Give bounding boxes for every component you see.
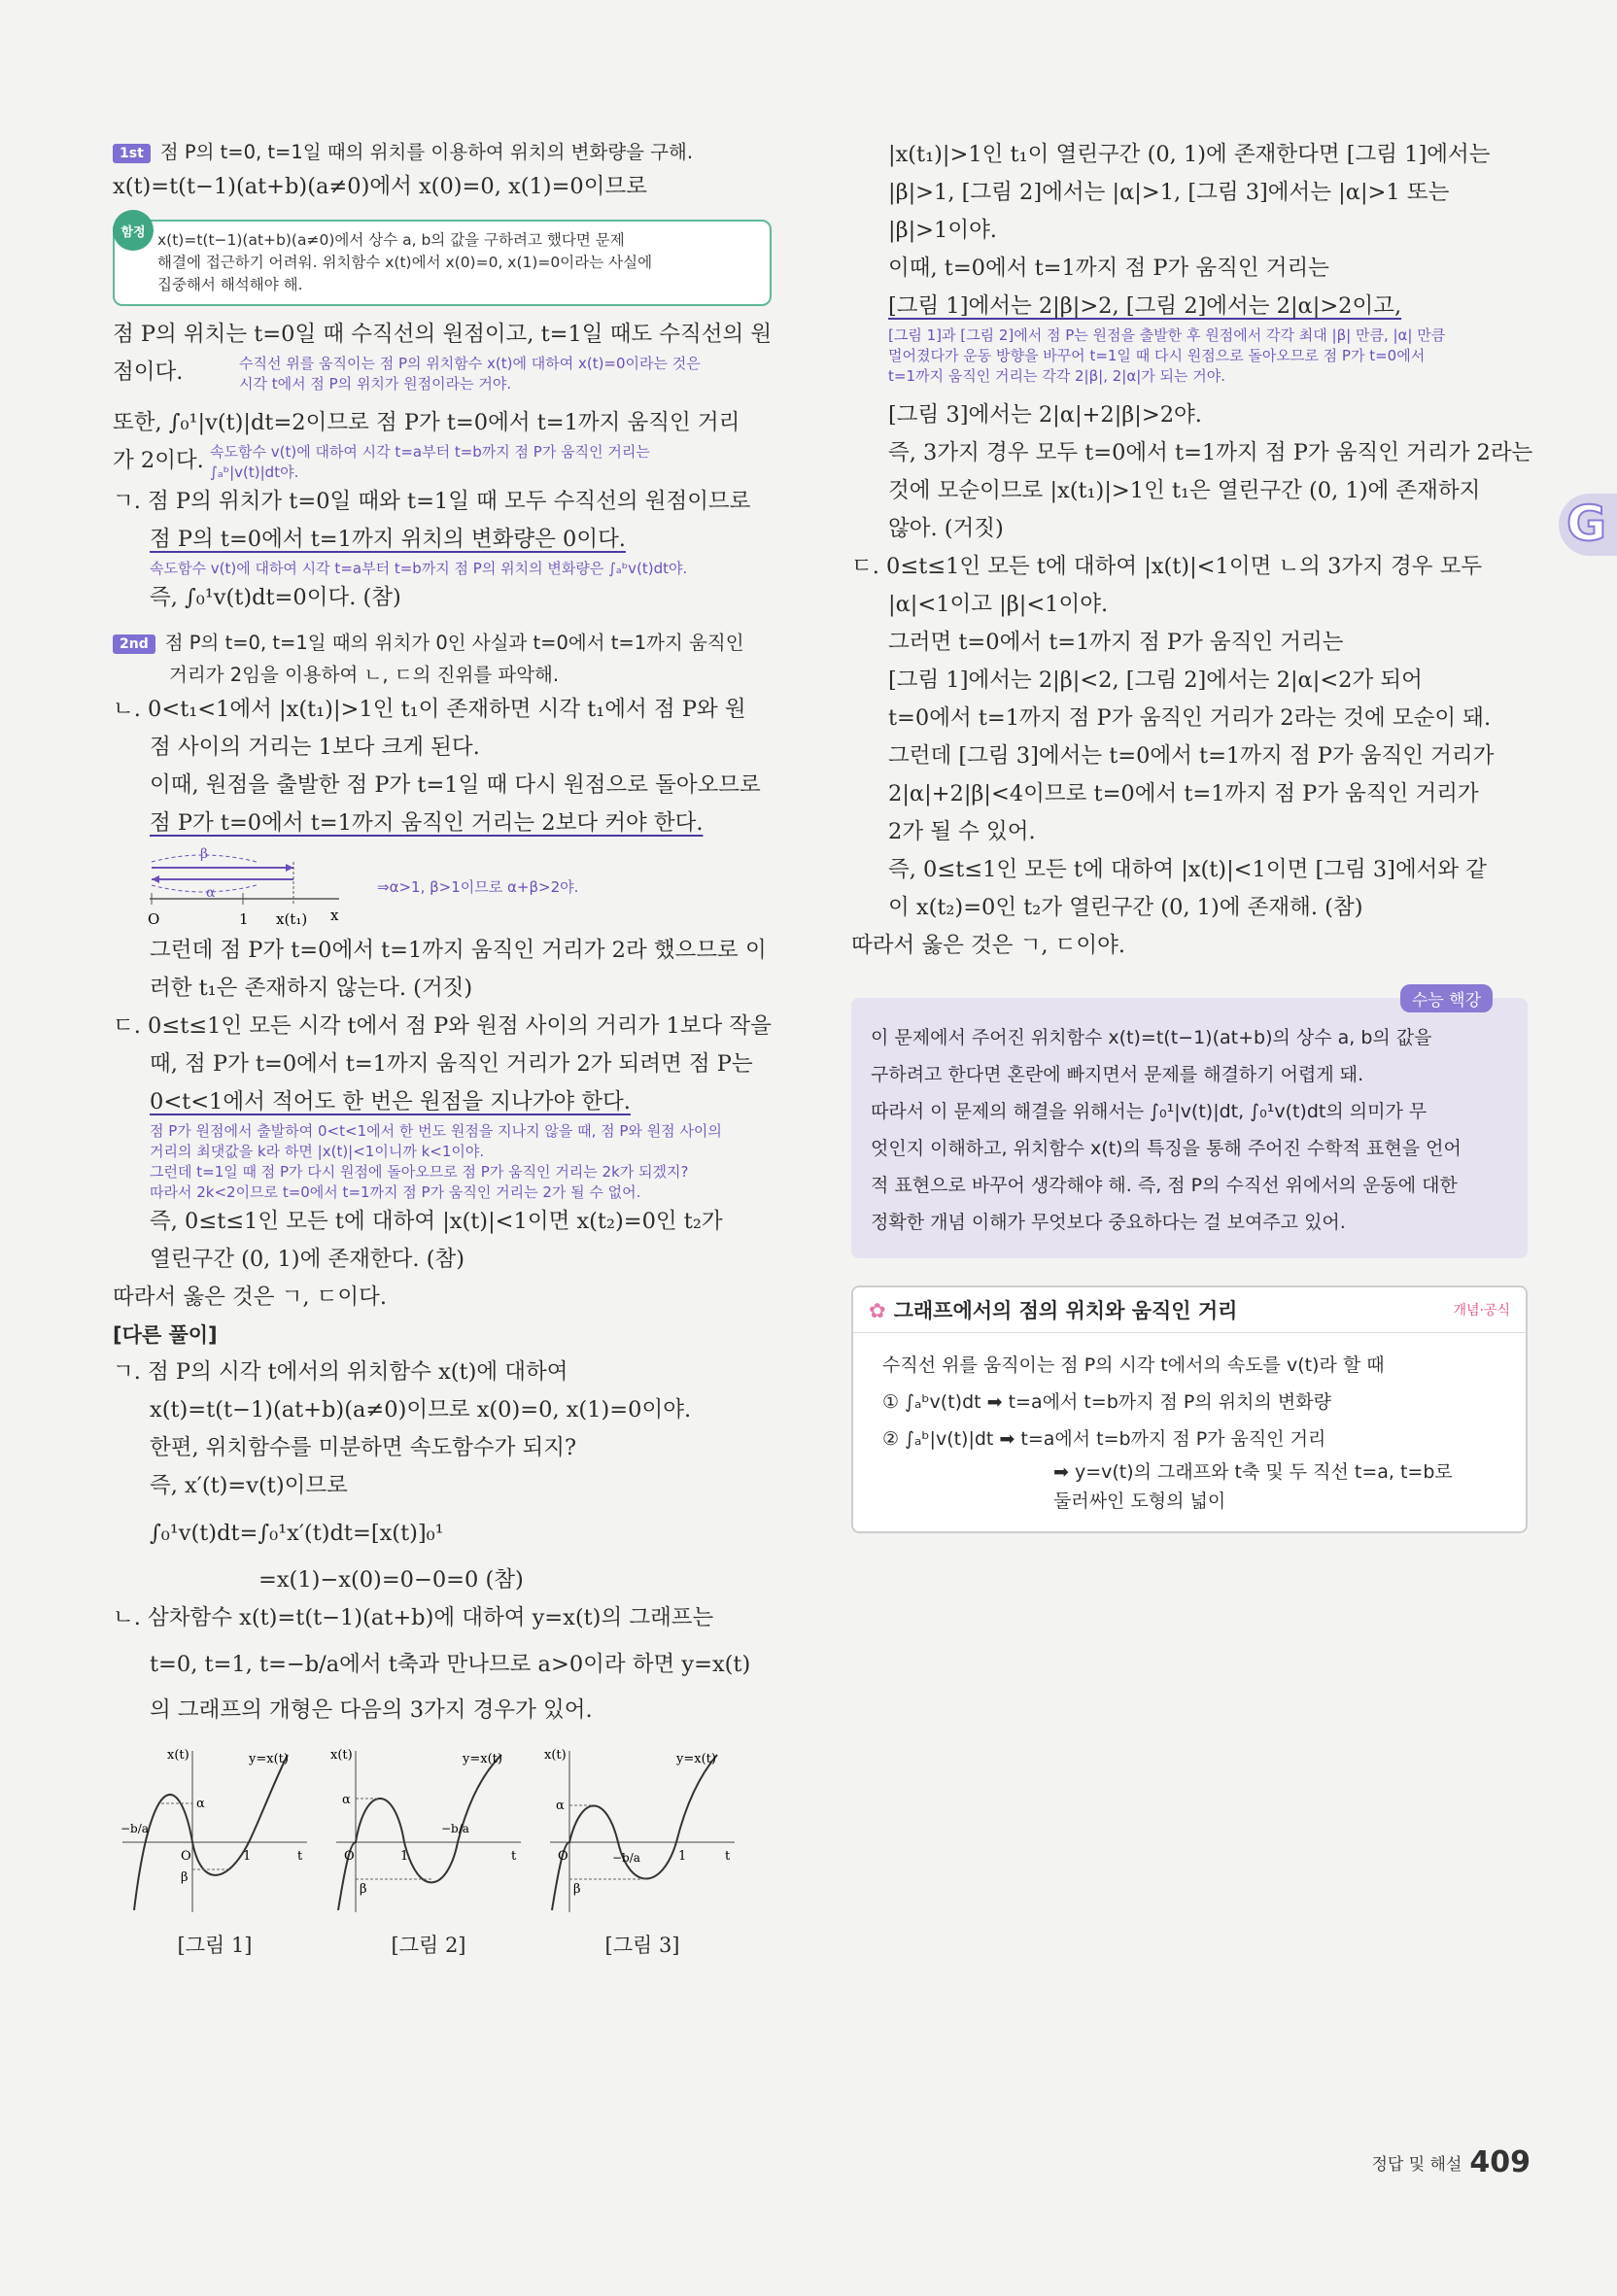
text-line: ㄱ. 점 P의 시각 t에서의 위치함수 x(t)에 대하여 [113, 1359, 568, 1385]
text-line: 따라서 옳은 것은 ㄱ, ㄷ이야. [851, 933, 1125, 958]
concept-title: 그래프에서의 점의 위치와 움직인 거리 [893, 1299, 1238, 1322]
alpha-label: α [196, 1797, 205, 1811]
alpha-arc [152, 885, 257, 892]
root-label: −b/a [120, 1822, 149, 1835]
graph-2 [327, 1745, 531, 1920]
concept-line: ① ∫ₐᵇv(t)dt ➡ t=a에서 t=b까지 점 P의 위치의 변화량 [882, 1391, 1331, 1413]
text-line: |x(t₁)|>1인 t₁이 열린구간 (0, 1)에 존재한다면 [그림 1]에서는 [888, 142, 1491, 167]
text-line: 즉, 0≤t≤1인 모든 t에 대하여 |x(t)|<1이면 [그림 3]에서와 같 [888, 857, 1488, 882]
graph-1 [113, 1745, 317, 1920]
y-label: x(t) [167, 1748, 189, 1763]
root-label: −b/a [441, 1822, 469, 1835]
o-label: O [181, 1849, 191, 1864]
y-label: x(t) [544, 1748, 567, 1763]
text-line: 즉, ∫₀¹v(t)dt=0이다. (참) [150, 585, 401, 610]
one-label: 1 [243, 1849, 252, 1864]
footer-label: 정답 및 해설 [1371, 2155, 1462, 2175]
text-line: 2가 될 수 있어. [888, 819, 1036, 844]
alpha-label: α [342, 1793, 351, 1807]
concept-line: ② ∫ₐᵇ|v(t)|dt ➡ t=a에서 t=b까지 점 P가 움직인 거리 [882, 1428, 1326, 1450]
trap-line: 해결에 접근하기 어려워. 위치함수 x(t)에서 x(0)=0, x(1)=0이라는 사실에 [157, 254, 653, 271]
o-label: O [558, 1849, 568, 1864]
step1-badge: 1st [113, 144, 151, 163]
side-note: 점 P가 원점에서 출발하여 0<t<1에서 한 번도 원점을 지나지 않을 때, 점 P와 원점 사이의 [150, 1122, 722, 1140]
text-line: 이 x(t₂)=0인 t₂가 열린구간 (0, 1)에 존재해. (참) [888, 895, 1363, 920]
text-line: 않아. (거짓) [888, 516, 1004, 541]
core-tip-box [851, 991, 1528, 1258]
text-line: 가 2이다. [113, 448, 204, 473]
text-line: ㄴ. 0<t₁<1에서 |x(t₁)|>1인 t₁이 존재하면 시각 t₁에서 점 P와 원 [113, 697, 746, 722]
text-line: 때, 점 P가 t=0에서 t=1까지 움직인 거리가 2가 되려면 점 P는 [150, 1051, 753, 1077]
text-line: x(t)=t(t−1)(at+b)(a≠0)이므로 x(0)=0, x(1)=0이야. [150, 1397, 692, 1422]
text-line: 점이다. [113, 360, 184, 385]
text-line: t=0, t=1, t=−b/a에서 t축과 만나므로 a>0이라 하면 y=x(t) [150, 1652, 751, 1677]
core-line: 적 표현으로 바꾸어 생각해야 해. 즉, 점 P의 수직선 위에서의 운동에 대한 [871, 1175, 1458, 1196]
text-line: 것에 모순이므로 |x(t₁)|>1인 t₁은 열린구간 (0, 1)에 존재하지 [888, 478, 1481, 503]
text-line: [그림 3]에서는 2|α|+2|β|>2야. [888, 402, 1202, 428]
section-letter: G [1566, 496, 1607, 552]
core-tip-tag: 수능 핵강 [1400, 984, 1493, 1012]
text-line: 즉, x′(t)=v(t)이므로 [150, 1473, 348, 1498]
text-line: x(t)=t(t−1)(at+b)(a≠0)에서 x(0)=0, x(1)=0이므로 [113, 174, 647, 199]
y-label: x(t) [330, 1748, 353, 1763]
text-line: 즉, 0≤t≤1인 모든 t에 대하여 |x(t)|<1이면 x(t₂)=0인 t₂가 [150, 1209, 723, 1234]
curve-label: y=x(t) [249, 1752, 289, 1766]
step2-line [113, 627, 793, 659]
page-footer [1371, 2145, 1531, 2179]
text-line: |β|>1이야. [888, 218, 997, 243]
curve-label: y=x(t) [463, 1752, 502, 1766]
trap-box [113, 220, 772, 306]
text-line: 이때, t=0에서 t=1까지 점 P가 움직인 거리는 [888, 256, 1329, 281]
text-line: 0<t<1에서 적어도 한 번은 원점을 지나가야 한다. [150, 1089, 631, 1114]
distance-diagram [150, 842, 793, 932]
step1-line [113, 136, 793, 168]
root-label: −b/a [612, 1851, 640, 1865]
step2-title: 점 P의 t=0, t=1일 때의 위치가 0인 사실과 t=0에서 t=1까지 움직인 [164, 632, 744, 654]
text-line: 점 P의 t=0에서 t=1까지 위치의 변화량은 0이다. [150, 527, 626, 552]
t-label: t [725, 1849, 731, 1864]
number-line-svg [150, 842, 402, 932]
text-line: |β|>1, [그림 2]에서는 |α|>1, [그림 3]에서는 |α|>1 또는 [888, 180, 1450, 205]
graph-3 [540, 1745, 744, 1920]
text-line: ㄷ. 0≤t≤1인 모든 시각 t에서 점 P와 원점 사이의 거리가 1보다 작을 [113, 1013, 772, 1039]
diagram-note: ⇒α>1, β>1이므로 α+β>2야. [377, 878, 579, 896]
step2-title-cont: 거리가 2임을 이용하여 ㄴ, ㄷ의 진위를 파악해. [169, 664, 560, 686]
text-line: 2|α|+2|β|<4이므로 t=0에서 t=1까지 점 P가 움직인 거리가 [888, 781, 1479, 806]
trap-tag: 함정 [113, 210, 154, 251]
xt1-label: x(t₁) [276, 910, 308, 928]
figure-3 [540, 1745, 744, 1959]
text-line: |α|<1이고 |β|<1이야. [888, 592, 1109, 617]
text-line: 그런데 [그림 3]에서는 t=0에서 t=1까지 점 P가 움직인 거리가 [888, 743, 1495, 769]
step2-badge: 2nd [113, 634, 155, 654]
concept-category: 개념·공식 [1453, 1303, 1510, 1319]
text-line: 그러면 t=0에서 t=1까지 점 P가 움직인 거리는 [888, 630, 1344, 655]
concept-header [853, 1287, 1526, 1333]
side-note: ∫ₐᵇ|v(t)|dt야. [210, 463, 299, 481]
text-line: [그림 1]에서는 2|β|>2, [그림 2]에서는 2|α|>2이고, [888, 293, 1402, 319]
one-label: 1 [678, 1849, 687, 1864]
figure-1 [113, 1745, 317, 1959]
text-line: 의 그래프의 개형은 다음의 3가지 경우가 있어. [150, 1697, 593, 1723]
concept-body [853, 1333, 1526, 1531]
text-line: ㄱ. 점 P의 위치가 t=0일 때와 t=1일 때 모두 수직선의 원점이므로 [113, 489, 751, 514]
t-label: t [297, 1849, 303, 1864]
text-line: 점 사이의 거리는 1보다 크게 된다. [150, 735, 480, 760]
side-note: 시각 t에서 점 P의 위치가 원점이라는 거야. [239, 375, 512, 393]
curve-label: y=x(t) [676, 1752, 716, 1766]
core-line: 구하려고 한다면 혼란에 빠지면서 문제를 해결하기 어렵게 돼. [871, 1064, 1364, 1085]
figure-caption: [그림 3] [604, 1934, 680, 1957]
origin-label: O [148, 910, 160, 928]
t-label: t [511, 1849, 517, 1864]
beta-label: β [200, 846, 209, 862]
text-line: 또한, ∫₀¹|v(t)|dt=2이므로 점 P가 t=0에서 t=1까지 움직인 거리 [113, 410, 740, 435]
concept-line: ➡ y=v(t)의 그래프와 t축 및 두 직선 t=a, t=b로 [1053, 1461, 1453, 1483]
text-line: 점 P가 t=0에서 t=1까지 움직인 거리는 2보다 커야 한다. [150, 810, 704, 836]
text-line: 이때, 원점을 출발한 점 P가 t=1일 때 다시 원점으로 돌아오므로 [150, 772, 761, 798]
text-line: 따라서 옳은 것은 ㄱ, ㄷ이다. [113, 1285, 387, 1310]
side-note: 따라서 2k<2이므로 t=0에서 t=1까지 점 P가 움직인 거리는 2가 될 수 없어. [150, 1183, 641, 1201]
side-note: 속도함수 v(t)에 대하여 시각 t=a부터 t=b까지 점 P가 움직인 거리는 [210, 443, 650, 461]
side-note: 거리의 최댓값을 k라 하면 |x(t)|<1이니까 k<1이야. [150, 1143, 485, 1160]
right-column [851, 136, 1533, 1533]
alt-solution-title: [다른 풀이] [113, 1323, 218, 1347]
arrow-head [152, 875, 159, 883]
concept-line: 둘러싸인 도형의 넓이 [1053, 1491, 1226, 1512]
text-line: 점 P의 위치는 t=0일 때 수직선의 원점이고, t=1일 때도 수직선의 원 [113, 322, 773, 347]
left-column [113, 136, 793, 1959]
curve [134, 1755, 288, 1910]
concept-line: 수직선 위를 움직이는 점 P의 시각 t에서의 속도를 v(t)라 할 때 [882, 1354, 1385, 1376]
figure-2 [327, 1745, 531, 1959]
side-note: 그런데 t=1일 때 점 P가 다시 원점에 돌아오므로 점 P가 움직인 거리는 2k가 되겠지? [150, 1163, 689, 1181]
alpha-label: α [206, 885, 216, 901]
one-label: 1 [239, 910, 249, 928]
text-line: 러한 t₁은 존재하지 않는다. (거짓) [150, 976, 473, 1001]
section-tab [1559, 494, 1617, 556]
side-note: 수직선 위를 움직이는 점 P의 위치함수 x(t)에 대하여 x(t)=0이라는 것은 [239, 355, 701, 372]
text-line: 한편, 위치함수를 미분하면 속도함수가 되지? [150, 1435, 577, 1460]
text-line: =x(1)−x(0)=0−0=0 (참) [258, 1567, 524, 1593]
figure-caption: [그림 2] [391, 1934, 466, 1957]
figure-caption: [그림 1] [177, 1934, 253, 1957]
concept-box [851, 1285, 1528, 1533]
text-line: [그림 1]에서는 2|β|<2, [그림 2]에서는 2|α|<2가 되어 [888, 668, 1423, 693]
core-line: 따라서 이 문제의 해결을 위해서는 ∫₀¹|v(t)|dt, ∫₀¹v(t)dt의 의미가 무 [871, 1101, 1428, 1122]
text-line: t=0에서 t=1까지 점 P가 움직인 거리가 2라는 것에 모순이 돼. [888, 705, 1492, 731]
step1-title: 점 P의 t=0, t=1일 때의 위치를 이용하여 위치의 변화량을 구해. [159, 141, 694, 163]
text-line: ∫₀¹v(t)dt=∫₀¹x′(t)dt=[x(t)]₀¹ [150, 1521, 444, 1546]
x-label: x [330, 907, 339, 924]
page-number: 409 [1469, 2145, 1531, 2179]
core-line: 정확한 개념 이해가 무엇보다 중요하다는 걸 보여주고 있어. [871, 1212, 1346, 1233]
side-note: 속도함수 v(t)에 대하여 시각 t=a부터 t=b까지 점 P의 위치의 변화량은 ∫ₐᵇv(t)dt야. [150, 560, 688, 577]
flower-icon: ✿ [869, 1299, 886, 1322]
text-line: 그런데 점 P가 t=0에서 t=1까지 움직인 거리가 2라 했으므로 이 [150, 938, 767, 963]
core-line: 이 문제에서 주어진 위치함수 x(t)=t(t−1)(at+b)의 상수 a, b의 값을 [871, 1027, 1432, 1048]
beta-label: β [360, 1882, 367, 1897]
beta-label: β [181, 1870, 189, 1885]
graph-figures [113, 1745, 744, 1959]
beta-label: β [573, 1882, 581, 1897]
alpha-label: α [556, 1799, 565, 1813]
o-label: O [344, 1849, 355, 1864]
trap-line: 집중해서 해석해야 해. [157, 276, 303, 293]
side-note: t=1까지 움직인 거리는 각각 2|β|, 2|α|가 되는 거야. [888, 367, 1226, 385]
side-note: [그림 1]과 [그림 2]에서 점 P는 원점을 출발한 후 원점에서 각각 최대 |β| 만큼, |α| 만큼 [888, 326, 1446, 344]
arrow-head [286, 864, 293, 872]
text-line: 즉, 3가지 경우 모두 t=0에서 t=1까지 점 P가 움직인 거리가 2라는 [888, 440, 1533, 465]
one-label: 1 [400, 1849, 409, 1864]
text-line: ㄴ. 삼차함수 x(t)=t(t−1)(at+b)에 대하여 y=x(t)의 그래프는 [113, 1605, 714, 1630]
text-line: ㄷ. 0≤t≤1인 모든 t에 대하여 |x(t)|<1이면 ㄴ의 3가지 경우 모두 [851, 554, 1483, 579]
core-line: 엇인지 이해하고, 위치함수 x(t)의 특징을 통해 주어진 수학적 표현을 언어 [871, 1138, 1462, 1159]
side-note: 멀어졌다가 운동 방향을 바꾸어 t=1일 때 다시 원점으로 돌아오므로 점 P가 t=0에서 [888, 347, 1426, 364]
text-line: 열린구간 (0, 1)에 존재한다. (참) [150, 1247, 465, 1272]
trap-line: x(t)=t(t−1)(at+b)(a≠0)에서 상수 a, b의 값을 구하려고 했다면 문제 [157, 231, 625, 249]
